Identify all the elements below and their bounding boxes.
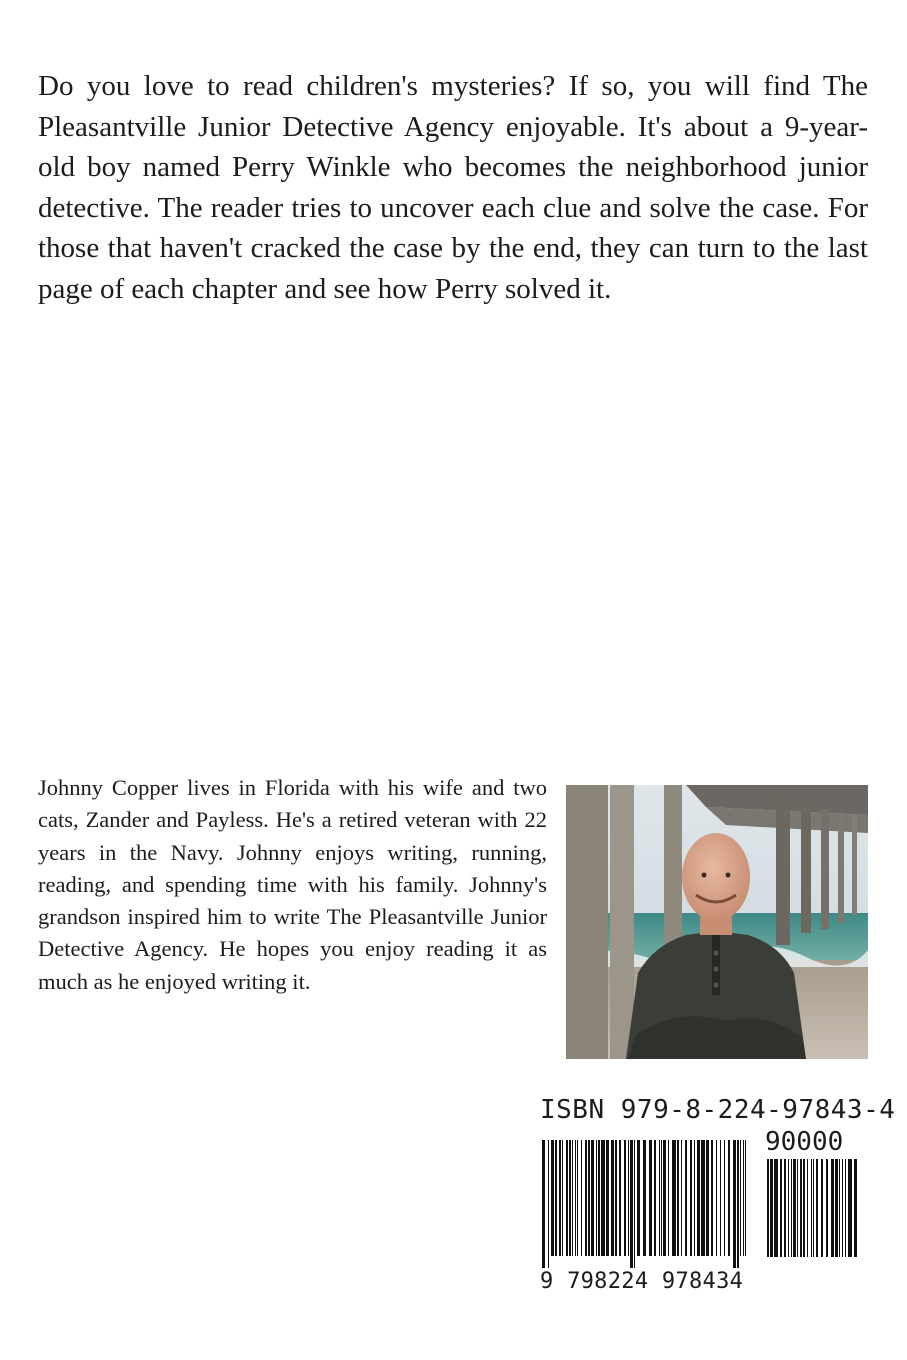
barcode-bar — [654, 1140, 656, 1256]
isbn-label: ISBN 979-8-224-97843-4 — [540, 1095, 896, 1125]
barcode-bar — [581, 1140, 582, 1256]
barcode-bar — [598, 1140, 600, 1256]
barcode-bar — [845, 1159, 846, 1257]
barcode-bar — [588, 1140, 590, 1256]
barcode-bar — [591, 1140, 594, 1256]
barcode-bar — [816, 1159, 818, 1257]
barcode-bar — [697, 1140, 700, 1256]
barcode-bar — [577, 1140, 578, 1256]
barcode-bar — [619, 1140, 621, 1256]
barcode-bar — [611, 1140, 614, 1256]
isbn-barcode — [540, 1095, 896, 1305]
barcode-bar — [555, 1140, 557, 1256]
barcode-bar — [826, 1159, 828, 1257]
barcode-bar — [575, 1140, 576, 1256]
barcode-bar — [663, 1140, 666, 1256]
barcode-bar — [661, 1140, 662, 1256]
barcode-bar — [566, 1140, 568, 1256]
barcode-bar — [733, 1140, 736, 1268]
barcode-bar — [694, 1140, 695, 1256]
barcode-bar — [711, 1140, 713, 1256]
barcode-bar — [690, 1140, 692, 1256]
barcode-bar — [569, 1140, 571, 1256]
barcode-bar — [542, 1140, 545, 1268]
barcode-bar — [788, 1159, 789, 1257]
barcode-bar — [728, 1140, 730, 1256]
barcode-bar — [803, 1159, 805, 1257]
author-photo — [566, 785, 868, 1059]
barcode-bar — [643, 1140, 646, 1256]
barcode-bar — [659, 1140, 660, 1256]
barcode-bar — [677, 1140, 679, 1256]
author-bio: Johnny Copper lives in Florida with his wife and two cats, Zander and Payless. He's a retired veteran with 22 years in the Navy. Johnny enjoys writing, running, reading, and spending time with his family. Johnny's grandson inspired him to write The Pleasantville Junior Detective Agency. He hopes you enjoy reading it as much as he enjoyed writing it. — [38, 775, 547, 994]
barcode-bar — [831, 1159, 834, 1257]
barcode-bar — [649, 1140, 652, 1256]
barcode-bar — [784, 1159, 786, 1257]
barcode-bar — [848, 1159, 852, 1257]
barcode-bar — [706, 1140, 709, 1256]
barcode-bar — [793, 1159, 796, 1257]
barcode-bar — [601, 1140, 605, 1256]
price-code: 90000 — [765, 1127, 844, 1157]
barcode-bar — [637, 1140, 640, 1256]
barcode-bar — [685, 1140, 687, 1256]
barcode-bars — [540, 1140, 750, 1268]
barcode-bar — [559, 1140, 561, 1256]
barcode-bar — [628, 1140, 629, 1256]
barcode-bar — [767, 1159, 769, 1257]
barcode-bar — [854, 1159, 857, 1257]
barcode-bar — [585, 1140, 587, 1256]
barcode-bar — [807, 1159, 808, 1257]
barcode-bar — [596, 1140, 597, 1256]
barcode-bar — [743, 1140, 744, 1256]
barcode-bar — [835, 1159, 838, 1257]
back-cover-blurb: Do you love to read children's mysteries? If so, you will find The Pleasantville Junior Detective Agency enjoyable. It's about a 9-year-old boy named Perry Winkle who becomes the neighborhood junior detective. The reader tries to uncover each clue and solve the case. For those that haven't cracked the case by the end, they can turn to the last page of each chapter and see how Perry solved it. — [38, 70, 868, 305]
barcode-bar — [724, 1140, 725, 1256]
barcode-bar — [780, 1159, 782, 1257]
barcode-bar — [572, 1140, 573, 1256]
barcode-bar — [562, 1140, 563, 1256]
barcode-bar — [606, 1140, 609, 1256]
barcode-bar — [774, 1159, 778, 1257]
barcode-bar — [701, 1140, 705, 1256]
barcode-bar — [630, 1140, 633, 1268]
barcode-bar — [791, 1159, 792, 1257]
barcode-bar — [811, 1159, 812, 1257]
barcode-bar — [551, 1140, 554, 1256]
barcode-bar — [720, 1140, 721, 1256]
barcode-digits: 9 798224 978434 — [540, 1269, 744, 1294]
barcode-bar — [737, 1140, 739, 1268]
barcode-bar — [668, 1140, 669, 1256]
barcode-bar — [745, 1140, 746, 1256]
barcode-bar — [821, 1159, 823, 1257]
barcode-bar — [716, 1140, 717, 1256]
price-addon-bars — [765, 1159, 865, 1269]
barcode-bar — [770, 1159, 773, 1257]
barcode-bar — [615, 1140, 617, 1256]
barcode-bar — [800, 1159, 802, 1257]
barcode-bar — [634, 1140, 635, 1268]
barcode-bar — [681, 1140, 682, 1256]
barcode-bar — [839, 1159, 840, 1257]
barcode-bar — [842, 1159, 843, 1257]
barcode-bar — [797, 1159, 798, 1257]
barcode-bar — [672, 1140, 676, 1256]
barcode-bar — [548, 1140, 549, 1268]
barcode-bar — [740, 1140, 741, 1256]
barcode-bar — [624, 1140, 626, 1256]
barcode-bar — [813, 1159, 814, 1257]
